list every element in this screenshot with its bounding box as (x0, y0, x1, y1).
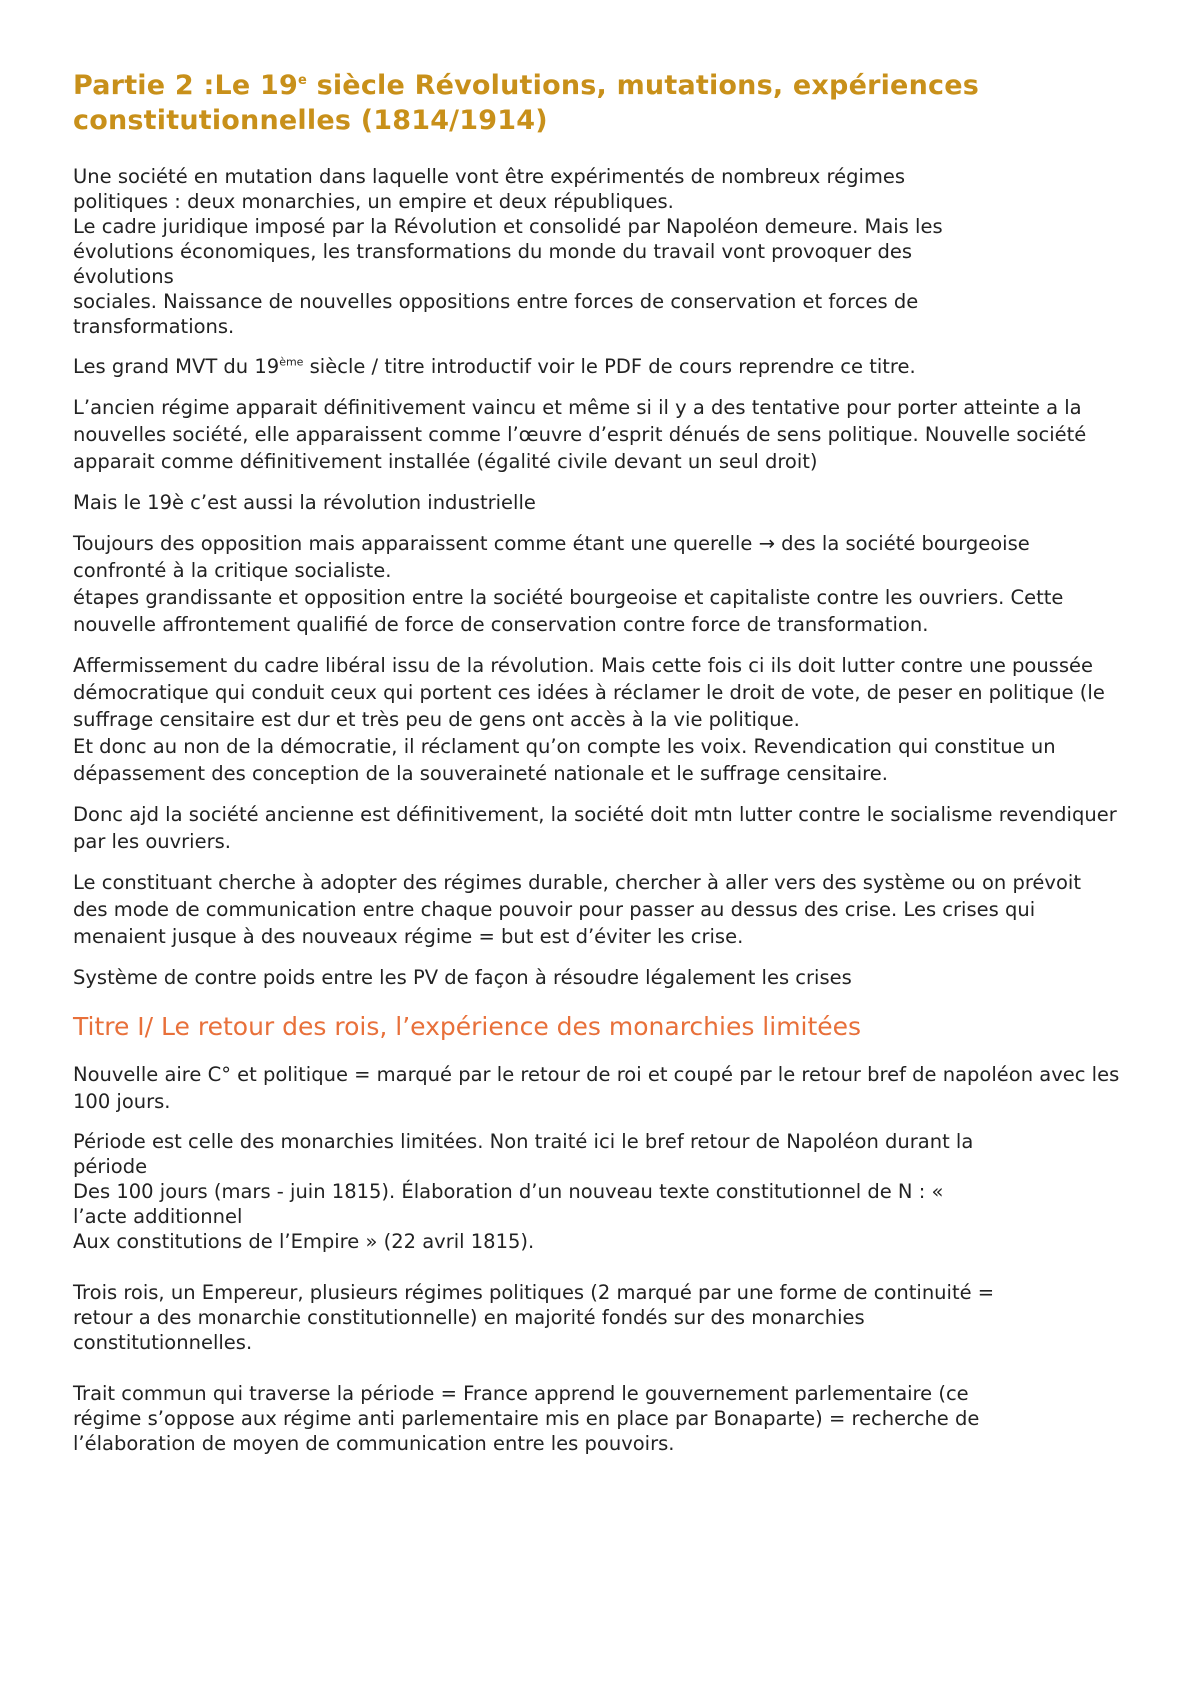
periode-line: période (73, 1155, 148, 1178)
opposition-text: des la société bourgeoise confronté à la critique socialiste. (73, 532, 1030, 582)
trois-rois-line: Trois rois, un Empereur, plusieurs régimes politiques (2 marqué par une forme de continuité = (73, 1281, 995, 1304)
grand-mvt-suffix: siècle / titre introductif voir le PDF de cours reprendre ce titre. (303, 355, 916, 378)
arrow-right-icon: → (758, 532, 775, 555)
periode-paragraph (73, 1129, 1120, 1254)
intro-line: évolutions (73, 265, 174, 288)
ancien-regime-paragraph: L’ancien régime apparait définitivement vaincu et même si il y a des tentative pour porter atteinte a la nouvelles société, elle apparaissent comme l’œuvre d’esprit dénués de sens politique. Nouvelle société apparait comme définitivement installée (égalité civile devant un seul droit) (73, 396, 1087, 473)
affermissement-paragraph (73, 652, 1120, 787)
intro-line: Une société en mutation dans laquelle vont être expérimentés de nombreux régimes (73, 165, 906, 188)
intro-line: transformations. (73, 315, 235, 338)
trois-rois-line: constitutionnelles. (73, 1331, 253, 1354)
intro-line: évolutions économiques, les transformations du monde du travail vont provoquer des (73, 240, 913, 263)
grand-mvt-sup: ème (279, 355, 304, 369)
intro-line: politiques : deux monarchies, un empire et deux républiques. (73, 190, 674, 213)
opposition-text: Toujours des opposition mais apparaissent comme étant une querelle (73, 532, 759, 555)
periode-line: Période est celle des monarchies limitées. Non traité ici le bref retour de Napoléon durant la (73, 1130, 974, 1153)
trait-commun-line: régime s’oppose aux régime anti parlementaire mis en place par Bonaparte) = recherche de (73, 1407, 980, 1430)
grand-mvt-paragraph (73, 353, 1120, 380)
grand-mvt-prefix: Les grand MVT du 19 (73, 355, 280, 378)
intro-line: sociales. Naissance de nouvelles oppositions entre forces de conservation et forces de (73, 290, 919, 313)
constituant-paragraph: Le constituant cherche à adopter des régimes durable, chercher à aller vers des système ou on prévoit des mode de communication entre chaque pouvoir pour passer au dessus des crise. Les crises qui menaient jusque à des nouveaux régime = but est d’éviter les crise. (73, 871, 1081, 948)
part-title-prefix: Partie 2 :Le 19 (73, 70, 298, 101)
part-title (73, 68, 1120, 138)
affermissement-text: Affermissement du cadre libéral issu de la révolution. Mais cette fois ci ils doit lutter contre une poussée démocratique qui conduit ceux qui portent ces idées à réclamer le droit de vote, de peser en politique (le suffrage censitaire est dur et très peu de gens ont accès à la vie politique. (73, 654, 1105, 731)
affermissement-text: Et donc au non de la démocratie, il réclament qu’on compte les voix. Revendication qui constitue un dépassement des conception de la souveraineté nationale et le suffrage censitaire. (73, 735, 1056, 785)
trois-rois-line: retour a des monarchie constitutionnelle) en majorité fondés sur des monarchies (73, 1306, 865, 1329)
periode-line: Des 100 jours (mars - juin 1815). Élaboration d’un nouveau texte constitutionnel de N : « (73, 1180, 944, 1203)
opposition-text: étapes grandissante et opposition entre la société bourgeoise et capitaliste contre les ouvriers. Cette nouvelle affrontement qualifié de force de conservation contre force de transformation. (73, 586, 1064, 636)
trait-commun-line: l’élaboration de moyen de communication entre les pouvoirs. (73, 1432, 675, 1455)
periode-line: l’acte additionnel (73, 1205, 243, 1228)
intro-paragraph (73, 164, 1120, 339)
donc-ajd-paragraph: Donc ajd la société ancienne est définitivement, la société doit mtn lutter contre le socialisme revendiquer par les ouvriers. (73, 803, 1117, 853)
contre-poids-paragraph: Système de contre poids entre les PV de façon à résoudre légalement les crises (73, 966, 852, 989)
part-title-suffix: siècle Révolutions, mutations, expériences constitutionnelles (1814/1914) (73, 70, 979, 136)
part-title-sup: e (297, 73, 307, 88)
opposition-paragraph (73, 530, 1120, 638)
revolution-industrielle-paragraph: Mais le 19è c’est aussi la révolution industrielle (73, 491, 536, 514)
trait-commun-line: Trait commun qui traverse la période = France apprend le gouvernement parlementaire (ce (73, 1382, 969, 1405)
intro-line: Le cadre juridique imposé par la Révolution et consolidé par Napoléon demeure. Mais les (73, 215, 943, 238)
nouvelle-aire-paragraph: Nouvelle aire C° et politique = marqué par le retour de roi et coupé par le retour bref de napoléon avec les 100 jours. (73, 1063, 1120, 1113)
section-title: Titre I/ Le retour des rois, l’expérience des monarchies limitées (73, 1012, 862, 1041)
trait-commun-paragraph (73, 1381, 1120, 1456)
trois-rois-paragraph (73, 1280, 1120, 1355)
periode-line: Aux constitutions de l’Empire » (22 avril 1815). (73, 1230, 535, 1253)
